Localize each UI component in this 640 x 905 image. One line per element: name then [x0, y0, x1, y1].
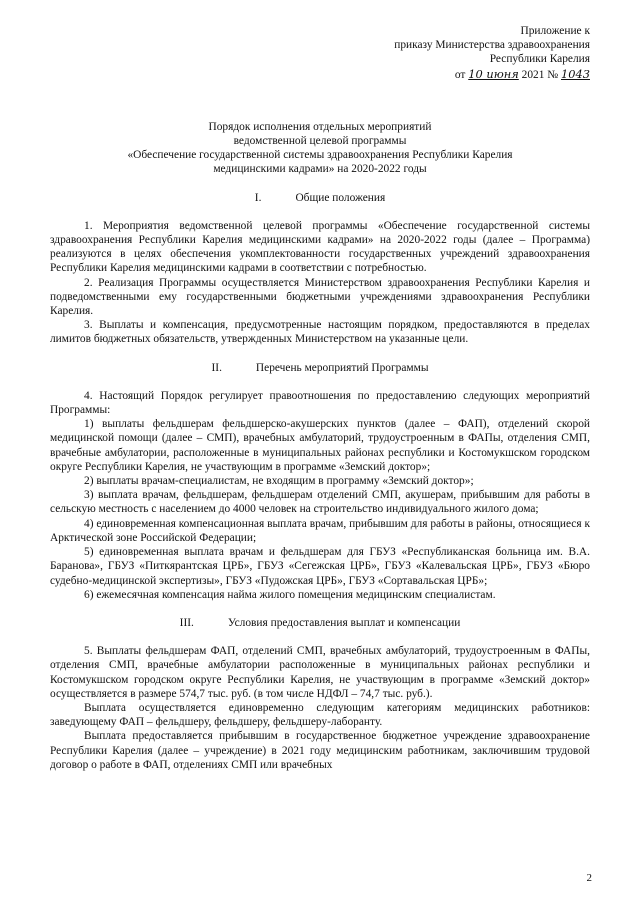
list-item: 3) выплата врачам, фельдшерам, фельдшерам отделений СМП, акушерам, прибывшим для работы в сельскую местность с населением до 4000 человек на строительство индивидуального жилого дома; [50, 489, 590, 516]
document-title [50, 120, 590, 177]
list-item: 6) ежемесячная компенсация найма жилого помещения медицинским специалистам. [84, 588, 496, 601]
handwritten-date: 10 июня [468, 66, 519, 81]
list-item: 2) выплаты врачам-специалистам, не входящим в программу «Земский доктор»; [84, 475, 474, 488]
title-line-3: «Обеспечение государственной системы здравоохранения Республики Карелия [127, 149, 513, 162]
appendix-line-2: приказу Министерства здравоохранения [394, 39, 590, 52]
section-3-title: Условия предоставления выплат и компенсации [227, 616, 461, 629]
list-item: 4) единовременная компенсационная выплата врачам, прибывшим для работы в районы, относящиеся к Арктической зоне Российской Федерации; [50, 517, 590, 544]
paragraph-6: Выплата осуществляется единовременно следующим категориям медицинских работников: заведующему ФАП – фельдшеру, фельдшеру, фельдшеру-лаборанту. [50, 701, 590, 729]
paragraph-7: Выплата предоставляется прибывшим в государственное бюджетное учреждение здравоохранение Республики Карелия (далее – учреждение) в 2021 году медицинским работникам, заключившим трудовой договор о работе в ФАП, отделениях СМП или врачебных [50, 730, 590, 771]
list-item: 1) выплаты фельдшерам фельдшерско-акушерских пунктов (далее – ФАП), отделений скорой медицинской помощи (далее – СМП), врачебных амбулаторий, трудоустроенным в ФАПы, отделения СМП, врачебные амбулатории, расположенные в муниципальных районах республики и Костомукшском городском округе Республики Карелия, не участвующим в программе «Земский доктор»; [50, 418, 590, 473]
section-1-number: I. [254, 191, 262, 204]
date-prefix: от [454, 68, 466, 81]
section-2-heading [50, 361, 590, 375]
list-item: 5) единовременная выплата врачам и фельдшерам для ГБУЗ «Республиканская больница им. В.А. Баранова», ГБУЗ «Питкярантская ЦРБ», ГБУЗ «Сегежская ЦРБ», ГБУЗ «Калевальская ЦРБ», ГБУЗ «Бюро судебно-медицинской экспертизы», ГБУЗ «Пудожская ЦРБ», ГБУЗ «Сортавальская ЦРБ»; [50, 546, 590, 587]
order-date-line [50, 67, 590, 82]
section-1-heading [50, 191, 590, 205]
paragraph-1: 1. Мероприятия ведомственной целевой программы «Обеспечение государственной системы здравоохранения Республики Карелия медицинскими кадрами» на 2020-2022 годы (далее – Программа) реализуются в целях обеспечения укомплектованности государственных учреждений здравоохранения Республики Карелия медицинскими кадрами в соответствии с потребностью. [50, 219, 590, 275]
handwritten-order-number: 1043 [561, 66, 590, 81]
page-number: 2 [586, 871, 592, 884]
section-2-number: II. [211, 361, 222, 374]
appendix-header [50, 24, 590, 82]
section-3-heading [50, 616, 590, 630]
paragraph-5: 5. Выплаты фельдшерам ФАП, отделений СМП, врачебных амбулаторий, трудоустроенным в ФАПы, отделения СМП, врачебные амбулатории расположенные в муниципальных районах республики и Костомукшском городском округе Республики Карелия, не участвующим в программе «Земский доктор» осуществляется в размере 574,7 тыс. руб. (в том числе НДФЛ – 74,7 тыс. руб.). [50, 645, 590, 700]
appendix-line-1: Приложение к [520, 25, 590, 37]
title-line-2: ведомственной целевой программы [233, 135, 407, 148]
section-1-title: Общие положения [295, 191, 386, 204]
date-year: 2021 № [521, 68, 559, 81]
appendix-line-3: Республики Карелия [489, 53, 590, 66]
title-line-1: Порядок исполнения отдельных мероприятий [208, 120, 432, 133]
paragraph-2: 2. Реализация Программы осуществляется Министерством здравоохранения Республики Карелия и подведомственными ему государственными бюджетными учреждениями здравоохранения Республики Карелия. [50, 276, 590, 318]
paragraph-3: 3. Выплаты и компенсация, предусмотренные настоящим порядком, предоставляются в пределах лимитов бюджетных обязательств, утвержденных Министерством на указанные цели. [50, 319, 590, 346]
section-3-number: III. [179, 616, 194, 629]
paragraph-4: 4. Настоящий Порядок регулирует правоотношения по предоставлению следующих мероприятий Программы: [50, 389, 590, 417]
title-line-4: медицинскими кадрами» на 2020-2022 годы [213, 163, 427, 176]
section-2-title: Перечень мероприятий Программы [255, 361, 429, 374]
